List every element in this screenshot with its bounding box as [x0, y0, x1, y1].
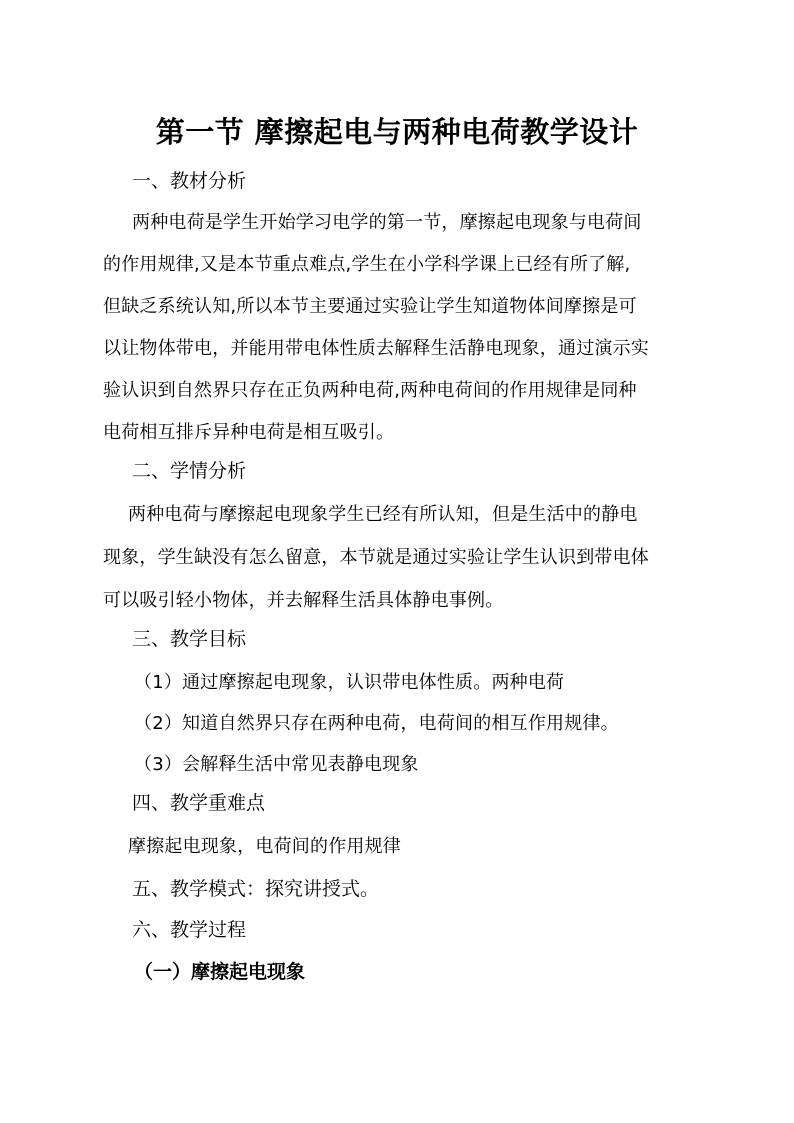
- paragraph-line: 验认识到自然界只存在正负两种电荷,两种电荷间的作用规律是同种: [103, 380, 637, 401]
- paragraph-line: 两种电荷与摩擦起电现象学生已经有所认知，但是生活中的静电: [128, 504, 638, 525]
- section-heading-teaching-mode: 五、教学模式：探究讲授式。: [132, 878, 380, 900]
- document-title: 第一节 摩擦起电与两种电荷教学设计: [155, 115, 639, 149]
- section-heading-textbook-analysis: 一、教材分析: [132, 170, 247, 192]
- paragraph-line: 电荷相互排斥异种电荷是相互吸引。: [103, 422, 395, 443]
- paragraph-line: 以让物体带电，并能用带电体性质去解释生活静电现象，通过演示实: [103, 338, 649, 359]
- paragraph-line: 的作用规律,又是本节重点难点,学生在小学科学课上已经有所了解,: [103, 254, 631, 275]
- objective-item: （2）知道自然界只存在两种电荷，电荷间的相互作用规律。: [134, 713, 619, 734]
- paragraph-line: 但缺乏系统认知,所以本节主要通过实验让学生知道物体间摩擦是可: [103, 296, 637, 317]
- section-heading-learner-analysis: 二、学情分析: [132, 460, 247, 482]
- section-heading-teaching-process: 六、教学过程: [132, 919, 247, 941]
- section-heading-key-difficulties: 四、教学重难点: [132, 792, 266, 814]
- objective-item: （3）会解释生活中常见表静电现象: [134, 754, 419, 775]
- section-heading-teaching-objectives: 三、教学目标: [132, 628, 247, 650]
- objective-item: （1）通过摩擦起电现象，认识带电体性质。两种电荷: [134, 672, 565, 693]
- paragraph-line: 可以吸引轻小物体，并去解释生活具体静电事例。: [103, 590, 504, 611]
- paragraph-line: 现象，学生缺没有怎么留意，本节就是通过实验让学生认识到带电体: [103, 547, 649, 568]
- subheading-friction-electrification: （一）摩擦起电现象: [134, 961, 306, 983]
- paragraph-line: 摩擦起电现象，电荷间的作用规律: [128, 836, 401, 857]
- paragraph-line: 两种电荷是学生开始学习电学的第一节，摩擦起电现象与电荷间: [132, 212, 642, 233]
